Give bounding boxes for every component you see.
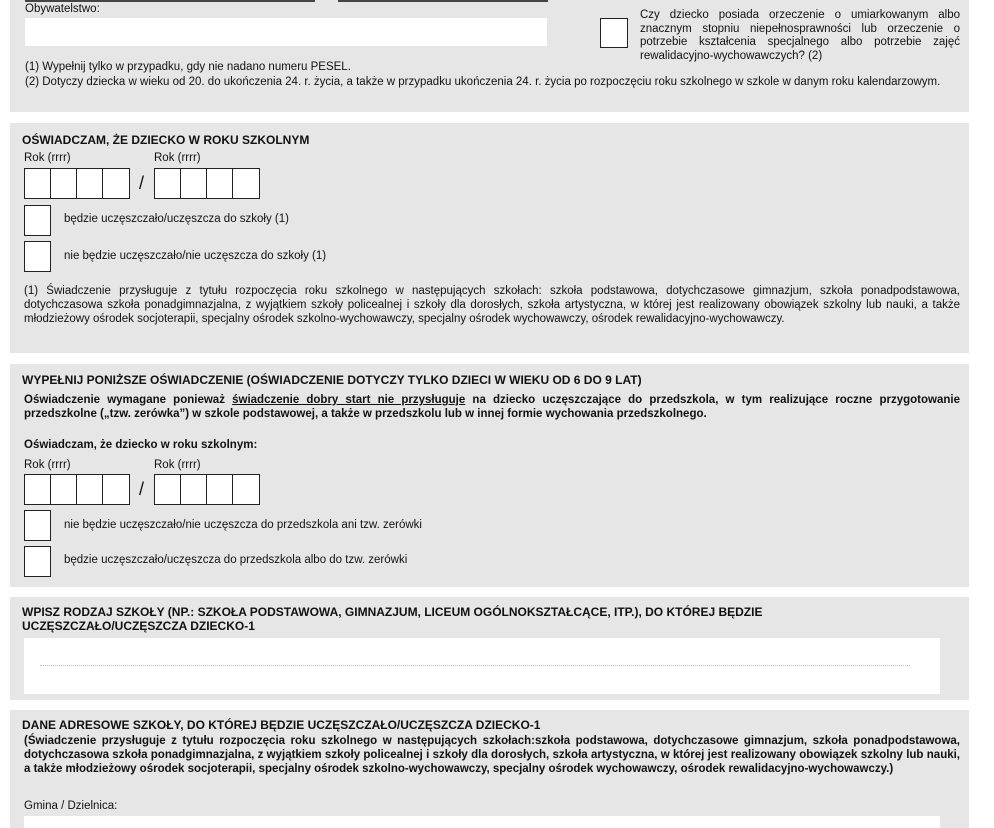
- section-school-type: [10, 597, 969, 700]
- school-address-info: (Świadczenie przysługuje z tytułu rozpoczęcia roku szkolnego w następujących szkołach:szkoła podstawowa, dotychczasowe gimnazjum, szkoła ponadpodstawowa, dotychczasowa szkoła ponadgimnazjalna, z wyjątkiem szkoły policealnej i szkoły dla dorosłych, szkoła artystyczna, w której jest realizowany obowiązek szkolny lub nauki, a także młodzieżowy ośrodek socjoterapii, specjalny ośrodek szkolno-wychowawczy, specjalny ośrodek wychowawczy, ośrodek rewalidacyjno-wychowawczy.): [24, 735, 960, 775]
- year-digit-cell[interactable]: [103, 475, 129, 504]
- dotted-line: [40, 665, 910, 666]
- school-type-input[interactable]: [24, 638, 940, 694]
- year-end-input[interactable]: [154, 474, 260, 505]
- year-label-start: Rok (rrrr): [24, 459, 71, 471]
- attends-school-checkbox[interactable]: [24, 205, 51, 236]
- attends-preschool-label: będzie uczęszczało/uczęszcza do przedszkola albo do tzw. zerówki: [64, 554, 408, 566]
- field-edge: [338, 0, 548, 2]
- section-title: WPISZ RODZAJ SZKOŁY (NP.: SZKOŁA PODSTAWOWA, GIMNAZJUM, LICEUM OGÓLNOKSZTAŁCĄCE, ITP.), DO KTÓREJ BĘDZIE UCZĘSZCZAŁO/UCZĘSZCZA DZIECKO-1: [22, 605, 763, 633]
- year-digit-cell[interactable]: [181, 169, 207, 198]
- year-end-input[interactable]: [154, 168, 260, 199]
- not-attends-school-label: nie będzie uczęszczało/nie uczęszcza do szkoły (1): [64, 250, 327, 262]
- year-digit-cell[interactable]: [51, 169, 77, 198]
- year-digit-cell[interactable]: [77, 475, 103, 504]
- year-digit-cell[interactable]: [155, 475, 181, 504]
- year-digit-cell[interactable]: [155, 169, 181, 198]
- underlined-text: świadczenie dobry start nie przysługuje: [232, 394, 466, 406]
- year-digit-cell[interactable]: [51, 475, 77, 504]
- section-citizenship: [10, 0, 969, 112]
- footnote-pesel: (1) Wypełnij tylko w przypadku, gdy nie nadano numeru PESEL.: [25, 61, 351, 73]
- not-attends-school-checkbox[interactable]: [24, 241, 51, 272]
- year-digit-cell[interactable]: [207, 475, 233, 504]
- section-school-declaration: [10, 123, 969, 353]
- year-label-end: Rok (rrrr): [154, 459, 201, 471]
- field-edge: [25, 0, 315, 2]
- attends-preschool-checkbox[interactable]: [24, 546, 51, 577]
- year-start-input[interactable]: [24, 168, 130, 199]
- year-label-end: Rok (rrrr): [154, 152, 201, 164]
- not-attends-preschool-checkbox[interactable]: [24, 510, 51, 541]
- disability-question: Czy dziecko posiada orzeczenie o umiarkowanym albo znacznym stopniu niepełnosprawności lub orzeczenie o potrzebie kształcenia specjalnego albo potrzebie zajęć rewalidacyjno-wychowawczych? (2): [640, 9, 960, 62]
- year-digit-cell[interactable]: [233, 475, 259, 504]
- year-separator: /: [139, 479, 145, 499]
- preschool-info: Oświadczenie wymagane ponieważ świadczenie dobry start nie przysługuje na dziecko uczęszczające do przedszkola, w tym realizujące roczne przygotowanie przedszkolne („tzw. zerówka”) w szkole podstawowej, a także w przedszkolu lub w innej formie wychowania przedszkolnego.: [24, 394, 960, 420]
- attends-school-label: będzie uczęszczało/uczęszcza do szkoły (1): [64, 213, 289, 225]
- not-attends-preschool-label: nie będzie uczęszczało/nie uczęszcza do przedszkola ani tzw. zerówki: [64, 519, 422, 531]
- section-title: WYPEŁNIJ PONIŻSZE OŚWIADCZENIE (OŚWIADCZENIE DOTYCZY TYLKO DZIECI W WIEKU OD 6 DO 9 LAT): [22, 373, 642, 387]
- year-digit-cell[interactable]: [181, 475, 207, 504]
- gmina-label: Gmina / Dzielnica:: [24, 800, 118, 812]
- footnote-age: (2) Dotyczy dziecka w wieku od 20. do ukończenia 24. r. życia, a także w przypadku ukończenia 24. r. życia po rozpoczęciu roku szkolnego w szkole w danym roku kalendarzowym.: [25, 76, 941, 88]
- declare-label: Oświadczam, że dziecko w roku szkolnym:: [24, 439, 258, 451]
- citizenship-label: Obywatelstwo:: [25, 3, 100, 15]
- section-school-address: [10, 710, 969, 828]
- year-digit-cell[interactable]: [25, 169, 51, 198]
- section-title: OŚWIADCZAM, ŻE DZIECKO W ROKU SZKOLNYM: [22, 133, 310, 147]
- year-digit-cell[interactable]: [77, 169, 103, 198]
- year-digit-cell[interactable]: [233, 169, 259, 198]
- year-digit-cell[interactable]: [103, 169, 129, 198]
- school-types-footnote: (1) Świadczenie przysługuje z tytułu rozpoczęcia roku szkolnego w następujących szkołach: szkoła podstawowa, dotychczasowe gimnazjum, szkoła ponadpodstawowa, dotychczasowa szkoła ponadgimnazjalna, z wyjątkiem szkoły policealnej i szkoły dla dorosłych, szkoła artystyczna, w której jest realizowany obowiązek szkolny lub nauki, a także młodzieżowy ośrodek socjoterapii, specjalny ośrodek szkolno-wychowawczy, specjalny ośrodek wychowawczy, ośrodek rewalidacyjno-wychowawczy.: [24, 285, 960, 325]
- year-digit-cell[interactable]: [25, 475, 51, 504]
- gmina-input[interactable]: [24, 816, 940, 828]
- year-label-start: Rok (rrrr): [24, 152, 71, 164]
- year-separator: /: [139, 173, 145, 193]
- disability-checkbox[interactable]: [600, 18, 628, 48]
- section-title: DANE ADRESOWE SZKOŁY, DO KTÓREJ BĘDZIE UCZĘSZCZAŁO/UCZĘSZCZA DZIECKO-1: [22, 718, 541, 732]
- citizenship-input[interactable]: [25, 18, 547, 46]
- year-start-input[interactable]: [24, 474, 130, 505]
- year-digit-cell[interactable]: [207, 169, 233, 198]
- section-preschool-declaration: [10, 364, 969, 587]
